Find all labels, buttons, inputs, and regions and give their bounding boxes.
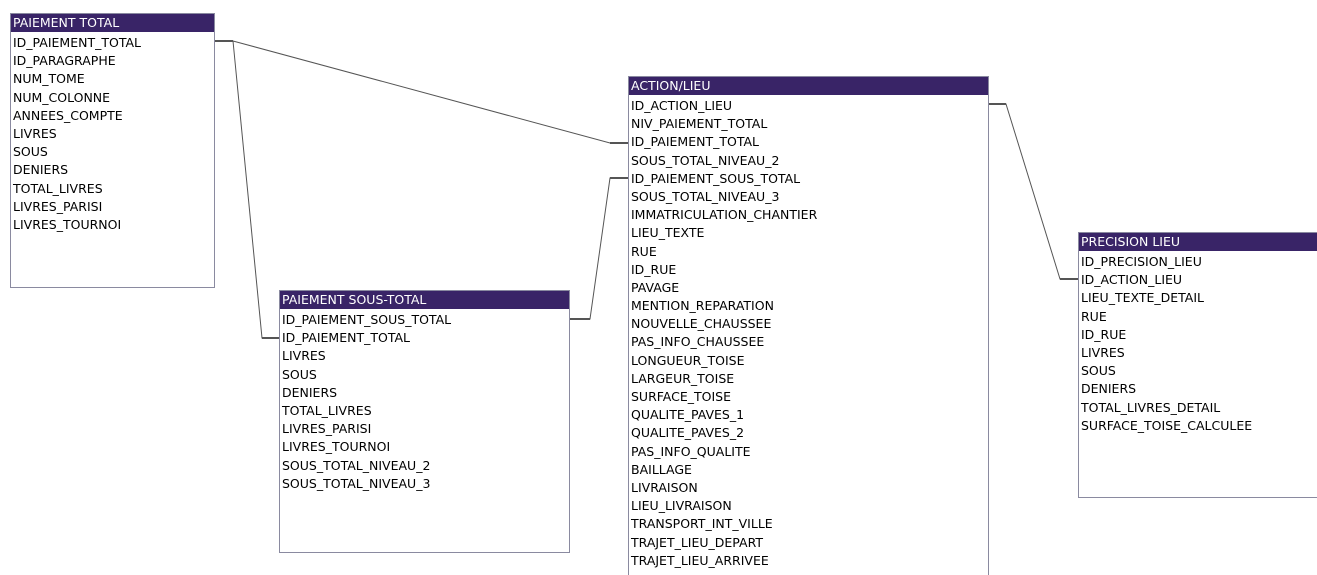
field-item[interactable]: SOUS xyxy=(13,144,48,160)
field-item[interactable]: LIEU_TEXTE_DETAIL xyxy=(1081,290,1204,306)
field-item[interactable]: LONGUEUR_TOISE xyxy=(631,352,745,368)
field-item[interactable]: QUALITE_PAVES_2 xyxy=(631,425,745,441)
field-item[interactable]: TOTAL_LIVRES xyxy=(282,402,372,418)
field-item[interactable]: SOUS xyxy=(282,366,317,382)
field-item[interactable]: ID_PAIEMENT_SOUS_TOTAL xyxy=(631,170,801,186)
field-item[interactable]: LIVRAISON xyxy=(631,479,698,495)
field-item[interactable]: DENIERS xyxy=(13,162,69,178)
field-item[interactable]: ID_PRECISION_LIEU xyxy=(1081,254,1202,269)
field-list xyxy=(629,95,988,570)
field-item[interactable]: SOUS_TOTAL_NIVEAU_2 xyxy=(631,152,780,168)
field-item[interactable]: LIVRES_PARISI xyxy=(282,421,372,437)
table-paiement-sous-total[interactable] xyxy=(279,290,570,553)
field-item[interactable]: SURFACE_TOISE_CALCULEE xyxy=(1081,417,1253,433)
field-item[interactable]: LIVRES xyxy=(1081,344,1125,360)
field-item[interactable]: TRAJET_LIEU_DEPART xyxy=(631,534,764,550)
relation-line[interactable] xyxy=(570,178,628,319)
field-item[interactable]: ID_PAIEMENT_TOTAL xyxy=(282,330,411,346)
table-paiement-total[interactable] xyxy=(10,13,215,288)
field-item[interactable]: ANNEES_COMPTE xyxy=(13,107,123,123)
relation-line[interactable] xyxy=(989,104,1078,279)
field-item[interactable]: ID_ACTION_LIEU xyxy=(631,98,733,113)
field-item[interactable]: ID_RUE xyxy=(1081,326,1127,342)
field-item[interactable]: NIV_PAIEMENT_TOTAL xyxy=(631,116,768,132)
field-item[interactable]: LIEU_LIVRAISON xyxy=(631,498,732,514)
field-item[interactable]: NUM_COLONNE xyxy=(13,89,111,105)
field-list xyxy=(11,32,214,234)
field-item[interactable]: ID_PAIEMENT_SOUS_TOTAL xyxy=(282,312,452,327)
field-item[interactable]: LARGEUR_TOISE xyxy=(631,370,735,386)
field-item[interactable]: TOTAL_LIVRES_DETAIL xyxy=(1081,399,1221,415)
field-item[interactable]: DENIERS xyxy=(282,384,338,400)
field-item[interactable]: ID_PAIEMENT_TOTAL xyxy=(13,35,142,50)
field-item[interactable]: TRANSPORT_INT_VILLE xyxy=(631,516,773,532)
field-item[interactable]: TOTAL_LIVRES xyxy=(13,180,103,196)
relation-line[interactable] xyxy=(233,41,279,338)
field-item[interactable]: ID_PAIEMENT_TOTAL xyxy=(631,134,760,150)
field-item[interactable]: MENTION_REPARATION xyxy=(631,298,774,314)
field-item[interactable]: BAILLAGE xyxy=(631,461,692,477)
table-precision-lieu[interactable] xyxy=(1078,232,1317,498)
field-item[interactable]: QUALITE_PAVES_1 xyxy=(631,407,745,423)
table-header: PRECISION LIEU xyxy=(1079,233,1317,251)
field-item[interactable]: TRAJET_LIEU_ARRIVEE xyxy=(631,552,769,568)
relation-line[interactable] xyxy=(215,41,628,143)
table-header: ACTION/LIEU xyxy=(629,77,988,95)
field-item[interactable]: LIVRES xyxy=(282,348,326,364)
table-header: PAIEMENT TOTAL xyxy=(11,14,214,32)
field-item[interactable]: IMMATRICULATION_CHANTIER xyxy=(631,207,818,223)
field-item[interactable]: ID_PARAGRAPHE xyxy=(13,53,116,69)
table-header: PAIEMENT SOUS-TOTAL xyxy=(280,291,569,309)
field-item[interactable]: SOUS_TOTAL_NIVEAU_3 xyxy=(282,475,431,491)
field-item[interactable]: SOUS_TOTAL_NIVEAU_3 xyxy=(631,188,780,204)
field-item[interactable]: LIVRES_TOURNOI xyxy=(282,439,391,455)
field-item[interactable]: PAS_INFO_QUALITE xyxy=(631,443,751,459)
field-item[interactable]: RUE xyxy=(631,243,657,259)
field-item[interactable]: PAS_INFO_CHAUSSEE xyxy=(631,334,765,350)
field-list xyxy=(1079,251,1317,435)
field-item[interactable]: DENIERS xyxy=(1081,381,1137,397)
field-item[interactable]: ID_ACTION_LIEU xyxy=(1081,272,1183,288)
field-item[interactable]: LIVRES_TOURNOI xyxy=(13,216,122,232)
field-item[interactable]: NOUVELLE_CHAUSSEE xyxy=(631,316,772,332)
field-item[interactable]: ID_RUE xyxy=(631,261,677,277)
field-item[interactable]: SOUS_TOTAL_NIVEAU_2 xyxy=(282,457,431,473)
field-list xyxy=(280,309,569,493)
field-item[interactable]: PAVAGE xyxy=(631,279,680,295)
field-item[interactable]: RUE xyxy=(1081,308,1107,324)
field-item[interactable]: LIVRES_PARISI xyxy=(13,198,103,214)
table-action-lieu[interactable] xyxy=(628,76,989,575)
field-item[interactable]: SOUS xyxy=(1081,363,1116,379)
field-item[interactable]: LIVRES xyxy=(13,125,57,141)
field-item[interactable]: NUM_TOME xyxy=(13,71,85,87)
field-item[interactable]: LIEU_TEXTE xyxy=(631,225,705,241)
field-item[interactable]: SURFACE_TOISE xyxy=(631,389,732,404)
